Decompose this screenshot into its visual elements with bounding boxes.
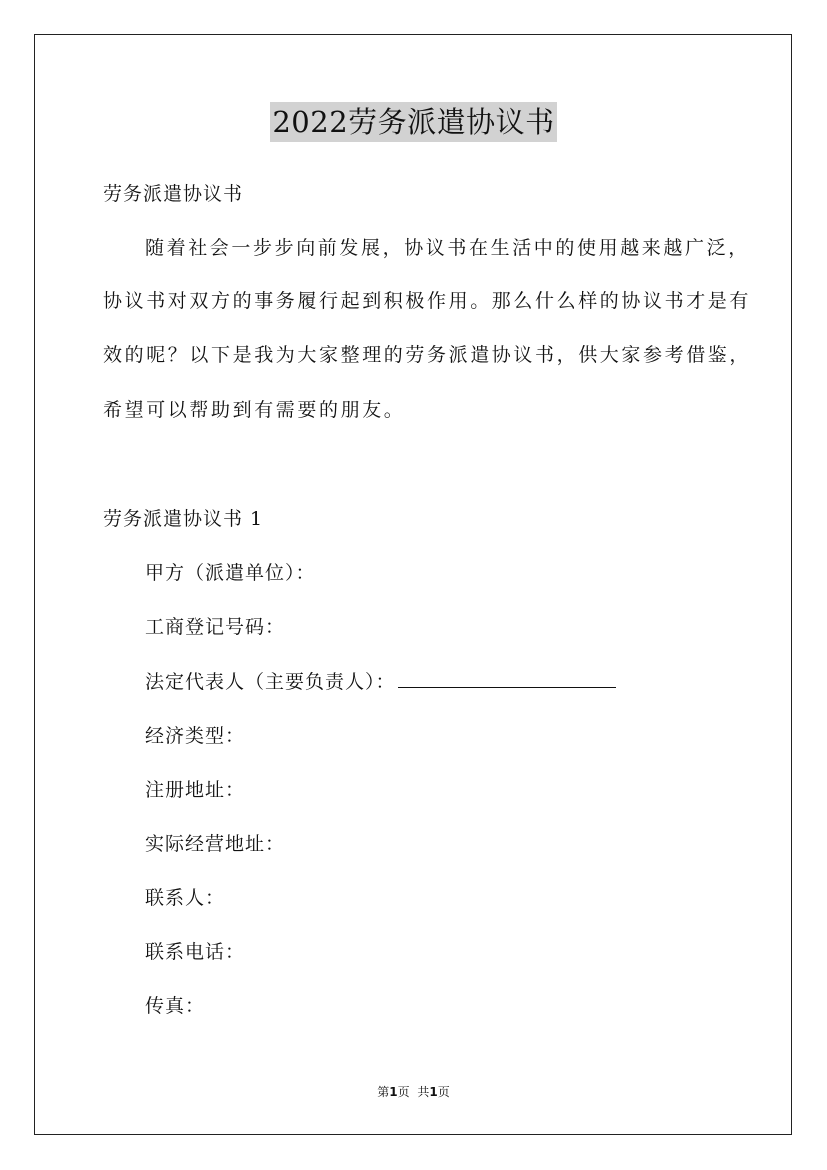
footer-page-number: 1 [389, 1085, 398, 1099]
title-container [0, 102, 827, 142]
party-a-label: 甲方（派遣单位）： [145, 562, 316, 584]
footer-total-suffix: 页 [437, 1085, 450, 1099]
registered-address-label: 注册地址： [145, 779, 246, 801]
intro-line-4: 希望可以帮助到有需要的朋友。 [103, 399, 406, 421]
footer-page-prefix: 第 [377, 1085, 390, 1099]
legal-rep-row [145, 669, 616, 695]
intro-line-3: 效的呢？以下是我为大家整理的劳务派遣协议书，供大家参考借鉴， [103, 344, 752, 366]
business-reg-label: 工商登记号码： [145, 616, 286, 638]
legal-rep-label: 法定代表人（主要负责人）： [145, 671, 396, 693]
intro-line-2: 协议书对双方的事务履行起到积极作用。那么什么样的协议书才是有 [103, 290, 752, 312]
page-footer [0, 1084, 827, 1100]
footer-total-number: 1 [429, 1085, 438, 1099]
contact-person-label: 联系人： [145, 887, 226, 909]
actual-address-label: 实际经营地址： [145, 833, 286, 855]
section-heading: 劳务派遣协议书 1 [103, 508, 264, 530]
footer-total-prefix: 共 [417, 1085, 430, 1099]
document-title: 2022劳务派遣协议书 [270, 102, 556, 142]
intro-line-1: 随着社会一步步向前发展，协议书在生活中的使用越来越广泛， [145, 237, 750, 259]
contact-phone-label: 联系电话： [145, 941, 246, 963]
footer-page-suffix: 页 [397, 1085, 410, 1099]
legal-rep-blank-line [398, 669, 616, 688]
economic-type-label: 经济类型： [145, 725, 246, 747]
document-subtitle: 劳务派遣协议书 [103, 183, 244, 205]
fax-label: 传真： [145, 995, 206, 1017]
